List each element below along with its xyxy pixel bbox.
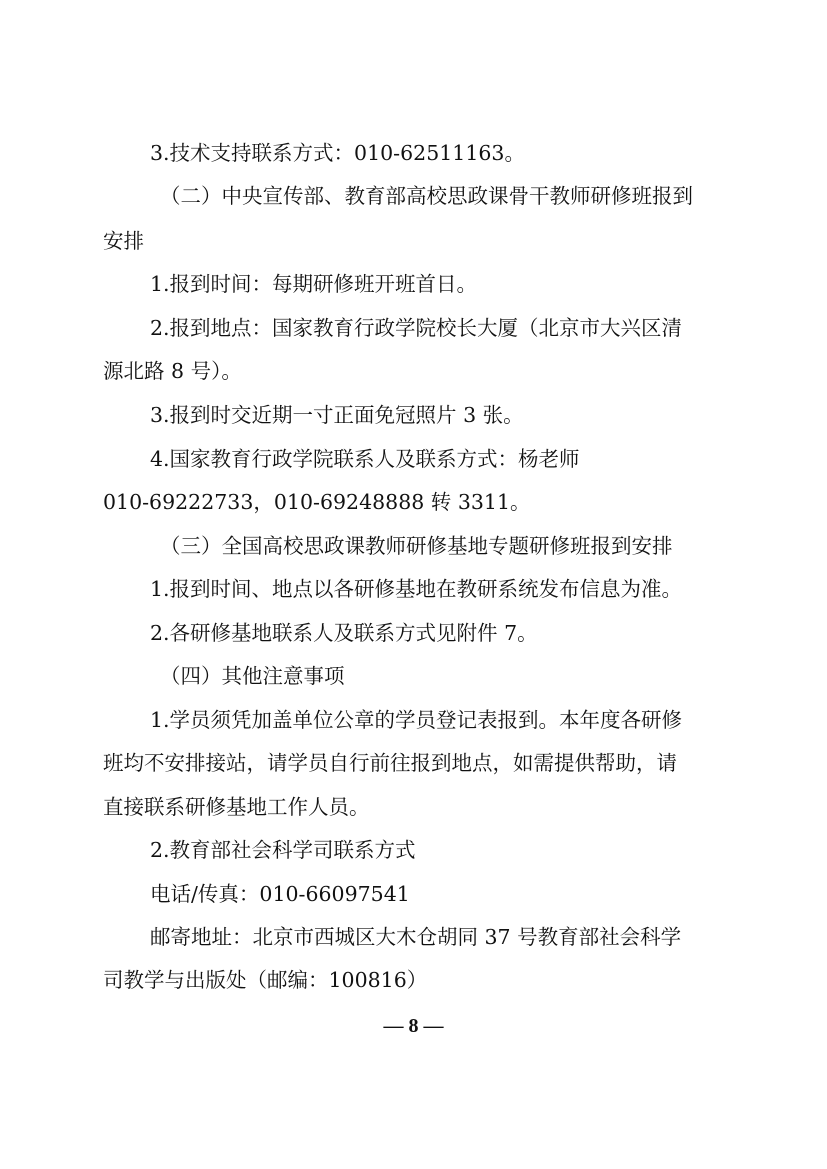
- paragraph-no-pickup: 班均不安排接站，请学员自行前往报到地点，如需提供帮助，请: [103, 751, 677, 775]
- paragraph-academy-contact: 4.国家教育行政学院联系人及联系方式：杨老师: [150, 447, 580, 471]
- paragraph-contact-staff: 直接联系研修基地工作人员。: [103, 795, 370, 819]
- paragraph-report-location: 2.报到地点：国家教育行政学院校长大厦（北京市大兴区清: [150, 316, 683, 340]
- paragraph-mailing-address: 邮寄地址：北京市西城区大木仓胡同 37 号教育部社会科学: [150, 925, 682, 949]
- section-heading-2: （二）中央宣传部、教育部高校思政课骨干教师研修班报到: [160, 184, 693, 208]
- paragraph-report-location-cont: 源北路 8 号）。: [103, 359, 242, 383]
- paragraph-base-report-info: 1.报到时间、地点以各研修基地在教研系统发布信息为准。: [150, 577, 683, 601]
- section-heading-2-cont: 安排: [103, 229, 144, 253]
- paragraph-academy-phone: 010-69222733，010-69248888 转 3311。: [103, 490, 531, 514]
- paragraph-ministry-contact: 2.教育部社会科学司联系方式: [150, 838, 416, 862]
- paragraph-mailing-address-cont: 司教学与出版处（邮编：100816）: [103, 968, 428, 992]
- section-heading-3: （三）全国高校思政课教师研修基地专题研修班报到安排: [160, 534, 673, 558]
- paragraph-tech-support-contact: 3.技术支持联系方式：010-62511163。: [150, 141, 525, 165]
- section-heading-4: （四）其他注意事项: [160, 664, 345, 688]
- paragraph-report-time: 1.报到时间：每期研修班开班首日。: [150, 272, 478, 296]
- paragraph-registration-form: 1.学员须凭加盖单位公章的学员登记表报到。本年度各研修: [150, 708, 683, 732]
- paragraph-phone-fax: 电话/传真：010-66097541: [150, 882, 410, 906]
- page-number: — 8 —: [383, 1015, 444, 1037]
- paragraph-base-contacts: 2.各研修基地联系人及联系方式见附件 7。: [150, 621, 538, 645]
- paragraph-photo-requirement: 3.报到时交近期一寸正面免冠照片 3 张。: [150, 403, 524, 427]
